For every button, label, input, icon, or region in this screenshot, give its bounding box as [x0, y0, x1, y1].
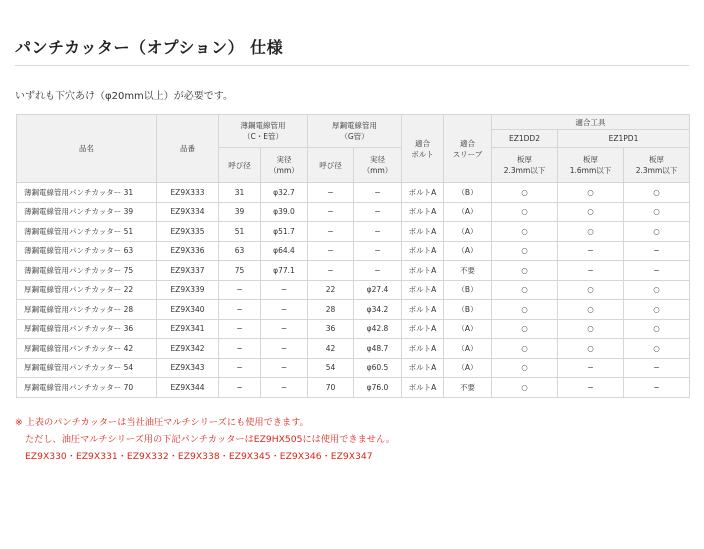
cell-thin-nominal: 51: [219, 222, 261, 242]
cell-thick-nominal: −: [308, 222, 354, 242]
cell-tool-ez1pd1-23: ○: [624, 183, 690, 203]
cell-tool-ez1pd1-23: ○: [624, 280, 690, 300]
cell-thick-nominal: −: [308, 261, 354, 281]
header-bolt-line2: ボルト: [411, 149, 434, 159]
header-plate2-line1: 板厚: [583, 155, 598, 164]
cell-bolt: ボルトA: [402, 358, 444, 378]
header-tool-ez1dd2: EZ1DD2: [492, 130, 558, 148]
cell-thick-nominal: −: [308, 202, 354, 222]
cell-sleeve: （A）: [444, 339, 492, 359]
cell-thick-actual: φ42.8: [354, 319, 402, 339]
cell-sleeve: （B）: [444, 300, 492, 320]
cell-thin-nominal: −: [219, 378, 261, 398]
header-thin-nominal: 呼び径: [219, 148, 261, 183]
cell-thin-nominal: −: [219, 339, 261, 359]
cell-thin-actual: −: [261, 378, 308, 398]
table-header: [17, 115, 690, 183]
cell-tool-ez1pd1-23: ○: [624, 202, 690, 222]
cell-thin-actual: φ77.1: [261, 261, 308, 281]
header-plate3-line2: 2.3mm以下: [635, 166, 678, 175]
header-bolt: [402, 115, 444, 183]
cell-bolt: ボルトA: [402, 280, 444, 300]
cell-thick-nominal: 28: [308, 300, 354, 320]
cell-tool-ez1pd1-23: ○: [624, 319, 690, 339]
cell-thin-nominal: 75: [219, 261, 261, 281]
header-plate3-line1: 板厚: [649, 155, 664, 164]
header-thin-conduit: [219, 115, 308, 148]
cell-thick-nominal: 70: [308, 378, 354, 398]
cell-thin-actual: −: [261, 280, 308, 300]
page-title: パンチカッター（オプション） 仕様: [15, 38, 284, 57]
cell-thin-nominal: 31: [219, 183, 261, 203]
cell-tool-ez1pd1-23: −: [624, 241, 690, 261]
cell-tool-ez1pd1-16: −: [558, 378, 624, 398]
cell-thin-actual: −: [261, 300, 308, 320]
header-thin-actual-line1: 実径: [276, 155, 292, 164]
note-line-2: ただし、油圧マルチシリーズ用の下記パンチカッターはEZ9HX505には使用できません。: [25, 434, 395, 446]
cell-sleeve: （A）: [444, 358, 492, 378]
cell-tool-ez1pd1-16: ○: [558, 222, 624, 242]
cell-sleeve: 不要: [444, 378, 492, 398]
header-sleeve-line1: 適合: [460, 138, 475, 148]
cell-thick-actual: −: [354, 261, 402, 281]
cell-part-number: EZ9X343: [157, 358, 219, 378]
note-line-1: ※ 上表のパンチカッターは当社油圧マルチシリーズにも使用できます。: [15, 417, 309, 428]
table-body: [17, 183, 690, 398]
cell-tool-ez1pd1-23: ○: [624, 339, 690, 359]
cell-tool-ez1pd1-23: −: [624, 378, 690, 398]
header-thin-actual: [261, 148, 308, 183]
cell-tool-ez1dd2-23: ○: [492, 339, 558, 359]
cell-name: 薄鋼電線管用パンチカッター 51: [17, 222, 157, 242]
cell-tool-ez1pd1-23: −: [624, 261, 690, 281]
cell-tool-ez1pd1-16: ○: [558, 280, 624, 300]
cell-sleeve: （B）: [444, 183, 492, 203]
table-row: [17, 378, 690, 398]
cell-thin-actual: φ64.4: [261, 241, 308, 261]
cell-sleeve: （A）: [444, 241, 492, 261]
header-thick-conduit-line1: 厚鋼電線管用: [332, 121, 377, 130]
cell-part-number: EZ9X337: [157, 261, 219, 281]
header-plate1: [492, 148, 558, 183]
table-row: [17, 319, 690, 339]
cell-thin-nominal: 39: [219, 202, 261, 222]
header-thin-conduit-line1: 薄鋼電線管用: [240, 121, 286, 130]
cell-name: 厚鋼電線管用パンチカッター 22: [17, 280, 157, 300]
table-row: [17, 261, 690, 281]
title-divider: [15, 65, 689, 66]
cell-bolt: ボルトA: [402, 300, 444, 320]
cell-name: 厚鋼電線管用パンチカッター 70: [17, 378, 157, 398]
header-tools: 適合工具: [492, 115, 690, 130]
cell-bolt: ボルトA: [402, 241, 444, 261]
cell-bolt: ボルトA: [402, 183, 444, 203]
cell-tool-ez1dd2-23: ○: [492, 358, 558, 378]
header-thick-conduit-line2: （G管）: [340, 132, 369, 141]
cell-bolt: ボルトA: [402, 261, 444, 281]
cell-thin-nominal: 63: [219, 241, 261, 261]
notes: [15, 414, 395, 466]
header-plate1-line1: 板厚: [517, 155, 532, 164]
table-row: [17, 280, 690, 300]
cell-name: 厚鋼電線管用パンチカッター 54: [17, 358, 157, 378]
cell-thin-actual: φ39.0: [261, 202, 308, 222]
cell-tool-ez1pd1-23: ○: [624, 222, 690, 242]
cell-thin-nominal: −: [219, 280, 261, 300]
cell-sleeve: 不要: [444, 261, 492, 281]
cell-thick-actual: φ34.2: [354, 300, 402, 320]
cell-thick-actual: −: [354, 202, 402, 222]
note-line-3: EZ9X330・EZ9X331・EZ9X332・EZ9X338・EZ9X345・EZ9X346・EZ9X347: [25, 451, 373, 463]
table-row: [17, 300, 690, 320]
cell-tool-ez1pd1-16: −: [558, 261, 624, 281]
cell-bolt: ボルトA: [402, 378, 444, 398]
cell-tool-ez1dd2-23: ○: [492, 183, 558, 203]
header-bolt-line1: 適合: [415, 138, 430, 148]
header-plate2: [558, 148, 624, 183]
cell-sleeve: （B）: [444, 280, 492, 300]
cell-thin-actual: φ32.7: [261, 183, 308, 203]
cell-tool-ez1pd1-16: ○: [558, 300, 624, 320]
cell-bolt: ボルトA: [402, 202, 444, 222]
cell-tool-ez1dd2-23: ○: [492, 319, 558, 339]
cell-sleeve: （A）: [444, 319, 492, 339]
cell-tool-ez1pd1-16: −: [558, 358, 624, 378]
cell-tool-ez1dd2-23: ○: [492, 241, 558, 261]
table-row: [17, 358, 690, 378]
cell-thin-actual: −: [261, 319, 308, 339]
cell-bolt: ボルトA: [402, 339, 444, 359]
cell-thick-actual: −: [354, 222, 402, 242]
header-sleeve-line2: スリーブ: [452, 149, 483, 159]
cell-thick-actual: −: [354, 183, 402, 203]
cell-part-number: EZ9X334: [157, 202, 219, 222]
cell-part-number: EZ9X344: [157, 378, 219, 398]
header-thick-actual-line2: （mm）: [362, 166, 393, 175]
header-thick-nominal: 呼び径: [308, 148, 354, 183]
cell-name: 薄鋼電線管用パンチカッター 39: [17, 202, 157, 222]
cell-thick-actual: φ48.7: [354, 339, 402, 359]
header-thick-conduit: [308, 115, 402, 148]
cell-name: 薄鋼電線管用パンチカッター 31: [17, 183, 157, 203]
header-thick-actual-line1: 実径: [370, 155, 385, 164]
cell-bolt: ボルトA: [402, 319, 444, 339]
cell-tool-ez1dd2-23: ○: [492, 202, 558, 222]
header-thin-conduit-line2: （C・E管）: [243, 132, 283, 141]
cell-thin-actual: −: [261, 358, 308, 378]
cell-thick-nominal: −: [308, 241, 354, 261]
cell-tool-ez1dd2-23: ○: [492, 300, 558, 320]
cell-tool-ez1pd1-16: ○: [558, 202, 624, 222]
header-plate2-line2: 1.6mm以下: [569, 166, 612, 175]
header-tool-ez1pd1: EZ1PD1: [558, 130, 690, 148]
cell-part-number: EZ9X333: [157, 183, 219, 203]
header-thick-actual: [354, 148, 402, 183]
cell-part-number: EZ9X336: [157, 241, 219, 261]
cell-name: 厚鋼電線管用パンチカッター 42: [17, 339, 157, 359]
cell-thick-nominal: 36: [308, 319, 354, 339]
cell-thin-actual: φ51.7: [261, 222, 308, 242]
header-part-number: 品番: [157, 115, 219, 183]
cell-thin-nominal: −: [219, 300, 261, 320]
cell-thick-actual: φ76.0: [354, 378, 402, 398]
spec-table: [16, 114, 690, 398]
cell-tool-ez1dd2-23: ○: [492, 378, 558, 398]
cell-tool-ez1pd1-16: −: [558, 241, 624, 261]
cell-thick-actual: φ60.5: [354, 358, 402, 378]
cell-thick-nominal: 42: [308, 339, 354, 359]
table-row: [17, 202, 690, 222]
cell-part-number: EZ9X340: [157, 300, 219, 320]
table-row: [17, 183, 690, 203]
cell-part-number: EZ9X339: [157, 280, 219, 300]
cell-name: 厚鋼電線管用パンチカッター 36: [17, 319, 157, 339]
cell-tool-ez1pd1-16: ○: [558, 339, 624, 359]
header-thin-actual-line2: （mm）: [269, 166, 299, 175]
table-row: [17, 241, 690, 261]
table-row: [17, 339, 690, 359]
cell-thin-nominal: −: [219, 319, 261, 339]
cell-tool-ez1dd2-23: ○: [492, 222, 558, 242]
cell-thick-actual: −: [354, 241, 402, 261]
cell-sleeve: （A）: [444, 222, 492, 242]
table-row: [17, 222, 690, 242]
cell-thick-nominal: 22: [308, 280, 354, 300]
cell-name: 薄鋼電線管用パンチカッター 75: [17, 261, 157, 281]
cell-name: 薄鋼電線管用パンチカッター 63: [17, 241, 157, 261]
cell-tool-ez1dd2-23: ○: [492, 261, 558, 281]
cell-thick-nominal: −: [308, 183, 354, 203]
cell-name: 厚鋼電線管用パンチカッター 28: [17, 300, 157, 320]
cell-part-number: EZ9X342: [157, 339, 219, 359]
cell-bolt: ボルトA: [402, 222, 444, 242]
cell-tool-ez1dd2-23: ○: [492, 280, 558, 300]
cell-tool-ez1pd1-23: ○: [624, 300, 690, 320]
cell-sleeve: （A）: [444, 202, 492, 222]
cell-thin-actual: −: [261, 339, 308, 359]
cell-thick-nominal: 54: [308, 358, 354, 378]
cell-part-number: EZ9X335: [157, 222, 219, 242]
cell-tool-ez1pd1-16: ○: [558, 183, 624, 203]
cell-tool-ez1pd1-16: ○: [558, 319, 624, 339]
intro-text: いずれも下穴あけ（φ20mm以上）が必要です。: [15, 91, 234, 102]
cell-tool-ez1pd1-23: −: [624, 358, 690, 378]
cell-thick-actual: φ27.4: [354, 280, 402, 300]
cell-part-number: EZ9X341: [157, 319, 219, 339]
header-sleeve: [444, 115, 492, 183]
header-plate1-line2: 2.3mm以下: [503, 166, 546, 175]
cell-thin-nominal: −: [219, 358, 261, 378]
header-plate3: [624, 148, 690, 183]
header-name: 品名: [17, 115, 157, 183]
